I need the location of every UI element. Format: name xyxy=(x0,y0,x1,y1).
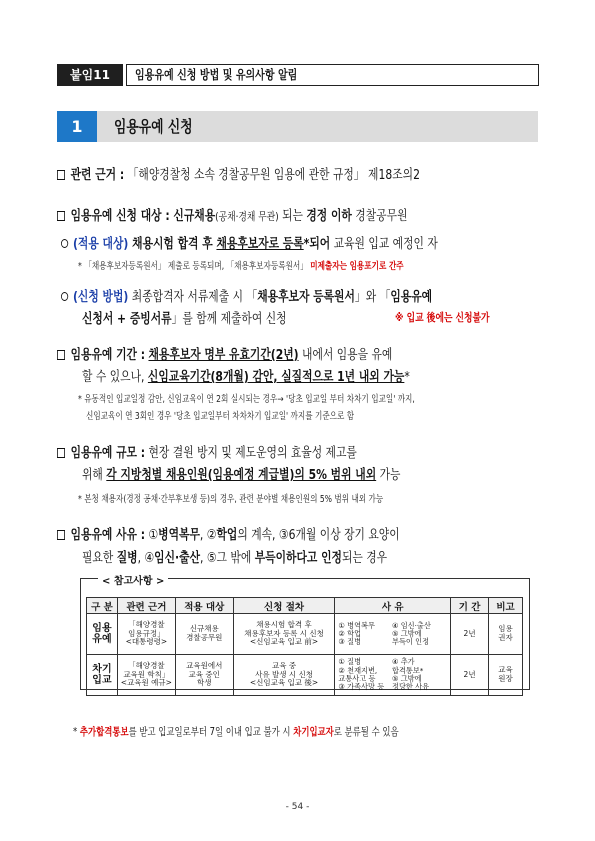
table-header: 적용 대상 xyxy=(175,598,233,614)
document-title-text: 임용유예 신청 방법 및 유의사항 알림 xyxy=(135,67,298,82)
reason-military: 병역복무 xyxy=(158,527,200,543)
scope-text: 채용시험 합격 후 xyxy=(128,236,217,252)
table-cell-target: 교육원에서 교육 중인 학생 xyxy=(175,655,233,696)
method-form-1: 채용후보자 등록원서 xyxy=(257,289,355,305)
scope-text-2: *되어 xyxy=(303,236,331,252)
basis-line xyxy=(57,163,511,183)
footnote-asterisk: * xyxy=(73,726,80,738)
page-number: - 54 - xyxy=(285,802,310,812)
period-practical: 신임교육기간(8개월) 감안, 실질적으로 1년 내외 가능 xyxy=(147,369,405,385)
method-form-2: 임용유예 xyxy=(390,289,433,305)
method-text: 최종합격자 서류제출 시 「 xyxy=(128,289,258,305)
period-asterisk: * xyxy=(404,369,410,385)
reasons-left: ① 병역복무 ② 학업 ③ 질병 xyxy=(338,620,375,647)
table-cell-reasons xyxy=(335,614,451,655)
scale-limit: 각 지방청별 채용인원(임용예정 계급별)의 5% 범위 내외 xyxy=(106,467,377,483)
checkbox-bullet-icon xyxy=(57,170,65,180)
scope-note-warning: 미제출자는 임용포기로 간주 xyxy=(310,261,404,272)
target-rank: 경정 이하 xyxy=(306,208,352,224)
method-warning xyxy=(395,309,513,325)
checkbox-bullet-icon xyxy=(57,448,65,458)
method-text-3: 」를 함께 제출하여 신청 xyxy=(171,311,287,327)
footnote-next-entrant: 차기입교자 xyxy=(293,726,334,738)
table-cell-remark: 교육 원장 xyxy=(489,655,523,696)
table-header: 비고 xyxy=(489,598,523,614)
reason-text-5: , ④ xyxy=(137,550,155,566)
period-line-2 xyxy=(82,365,492,385)
table-header: 구 분 xyxy=(87,598,118,614)
reasons-left: ① 질병 ② 천재지변, 교통사고 등 ③ 가족사망 등 xyxy=(338,657,385,692)
reason-unavoidable: 부득이하다고 인정 xyxy=(254,550,342,566)
period-text-2: 할 수 있으나, xyxy=(82,369,148,385)
method-text-2: 」와 「 xyxy=(354,289,391,305)
method-label: (신청 방법) xyxy=(73,289,129,305)
method-line-2 xyxy=(82,307,338,327)
period-text: 내에서 임용을 유예 xyxy=(298,347,393,363)
table-cell-target: 신규채용 경찰공무원 xyxy=(175,614,233,655)
reason-illness: 질병 xyxy=(116,550,138,566)
scale-label: 임용유예 규모 : xyxy=(70,445,146,461)
scale-text-3: 가능 xyxy=(376,467,401,483)
reference-label: < 참고사항 > xyxy=(98,572,168,587)
table-cell-reasons xyxy=(335,655,451,696)
period-validity: 채용후보자 명부 유효기간(2년) xyxy=(148,347,299,363)
table-header: 기 간 xyxy=(451,598,489,614)
table-cell-basis: 「해양경찰 임용규정」 <대통령령> xyxy=(117,614,175,655)
table-cell-type: 임용 유예 xyxy=(87,614,118,655)
target-text-end: 경찰공무원 xyxy=(351,208,408,224)
scope-line xyxy=(61,232,532,252)
method-line xyxy=(61,285,525,305)
reason-text-2: , ② xyxy=(199,527,217,543)
reason-text-4: 필요한 xyxy=(82,550,117,566)
basis-text: 「해양경찰청 소속 경찰공무원 임용에 관한 규정」 제18조의2 xyxy=(127,167,420,183)
reason-line-2 xyxy=(82,546,463,566)
period-note-1 xyxy=(78,391,499,405)
reasons-right: ④ 추가 합격통보* ⑤ 그밖에 정당한 사유 xyxy=(392,657,430,692)
section-number: 1 xyxy=(57,111,97,142)
document-title xyxy=(126,64,539,86)
table-cell-period: 2년 xyxy=(451,614,489,655)
checkbox-bullet-icon xyxy=(57,211,65,221)
scope-label: (적용 대상) xyxy=(73,236,129,252)
period-line xyxy=(57,343,476,363)
table-row xyxy=(87,614,523,655)
method-form-2-cont: 신청서 + 증빙서류 xyxy=(82,311,172,327)
footnote-additional-pass: 추가합격통보 xyxy=(79,726,129,738)
footnote-text: 를 받고 입교일로부터 7일 이내 입교 불가 시 xyxy=(128,726,294,738)
target-line xyxy=(57,204,495,224)
reason-label: 임용유예 사유 : xyxy=(70,527,146,543)
section-title xyxy=(114,111,212,142)
table-cell-basis: 「해양경찰 교육원 학칙」 <교육원 예규> xyxy=(117,655,175,696)
table-row xyxy=(87,655,523,696)
circle-bullet-icon xyxy=(61,239,68,248)
reasons-right: ④ 임신·출산 ⑤ 그밖에 부득이 인정 xyxy=(392,620,431,647)
period-label: 임용유예 기간 : xyxy=(70,347,146,363)
scope-registration: 채용후보자로 등록 xyxy=(216,236,304,252)
section-title-text: 임용유예 신청 xyxy=(114,117,193,136)
period-note-text-2: 신임교육이 연 3회인 경우 '당초 입교일부터 차차차기 입교일' 까지를 기준으로 함 xyxy=(86,411,355,422)
scale-line-2 xyxy=(82,463,480,483)
table-header: 신청 절차 xyxy=(233,598,335,614)
footnote xyxy=(73,724,480,739)
footnote-text-2: 로 분류될 수 있음 xyxy=(333,726,399,738)
table-cell-procedure: 교육 중 사유 발생 시 신청 <신임교육 입교 後> xyxy=(233,655,335,696)
checkbox-bullet-icon xyxy=(57,530,65,540)
table-cell-procedure: 채용시험 합격 후 채용후보자 등록 시 신청 <신임교육 입교 前> xyxy=(233,614,335,655)
scope-text-3: 교육원 입교 예정인 자 xyxy=(330,236,438,252)
table-header: 관련 근거 xyxy=(117,598,175,614)
target-new-hire: 신규채용 xyxy=(169,208,216,224)
method-warning-text: ※ 입교 後에는 신청불가 xyxy=(395,311,490,324)
reason-text-6: , ⑤그 밖에 xyxy=(200,550,255,566)
table-cell-remark: 임용 권자 xyxy=(489,614,523,655)
scale-text: 현장 결원 방지 및 제도운영의 효율성 제고를 xyxy=(145,445,357,461)
period-note-2 xyxy=(86,408,421,422)
table-header: 사 유 xyxy=(335,598,451,614)
period-note-text-1: * 유동적인 입교일정 감안, 신임교육이 연 2회 실시되는 경우→ '당초 입교일 부터 차차기 입교일' 까지, xyxy=(78,394,415,405)
scale-text-2: 위해 xyxy=(82,467,107,483)
scale-note-text: * 본청 채용자(경정 공채·간부후보생 등)의 경우, 관련 분야별 채용인원의 5% 범위 내외 가능 xyxy=(78,494,384,505)
reason-text-7: 되는 경우 xyxy=(341,550,388,566)
reason-text-3: 의 계속, ③6개월 이상 장기 요양이 xyxy=(237,527,400,543)
scope-note-text: * 「채용후보자등록원서」 제출로 등록되며, 「채용후보자등록원서」 xyxy=(78,261,311,272)
target-label: 임용유예 신청 대상 : xyxy=(70,208,170,224)
target-text: 되는 xyxy=(278,208,307,224)
reason-study: 학업 xyxy=(216,527,238,543)
table-cell-period: 2년 xyxy=(451,655,489,696)
basis-label: 관련 근거 : xyxy=(70,167,125,183)
table-cell-type: 차기 입교 xyxy=(87,655,118,696)
attachment-tag: 붙임11 xyxy=(57,64,123,86)
scale-note xyxy=(78,491,460,505)
circle-bullet-icon xyxy=(61,292,68,301)
scope-note xyxy=(78,258,485,272)
reason-pregnancy: 임신·출산 xyxy=(154,550,200,566)
reference-header-row xyxy=(87,598,523,614)
target-note: (공채·경채 무관) xyxy=(215,210,279,223)
reason-text: ① xyxy=(145,527,159,543)
scale-line xyxy=(57,441,432,461)
reference-table xyxy=(86,597,523,696)
reason-line xyxy=(57,523,485,543)
checkbox-bullet-icon xyxy=(57,350,65,360)
